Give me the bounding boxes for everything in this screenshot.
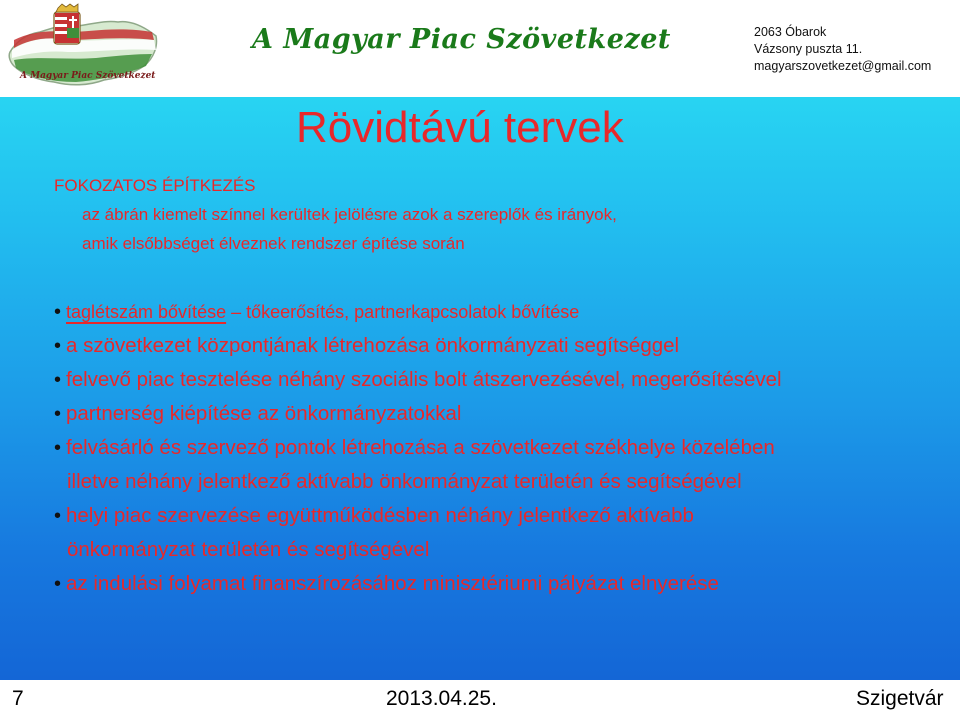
intro-line-1: az ábrán kiemelt színnel kerültek jelölésre azok a szereplők és irányok, <box>82 205 617 224</box>
list-item <box>54 431 954 499</box>
intro-line-2: amik elsőbbséget élveznek rendszer építése során <box>82 234 465 253</box>
slide-title: Rövidtávú tervek <box>296 103 624 152</box>
list-item-text: helyi piac szervezése együttműködésben néhány jelentkező aktívabb <box>66 504 694 527</box>
list-item <box>54 295 954 329</box>
bullet-dot-icon: • <box>54 437 62 459</box>
list-item-text: felvevő piac tesztelése néhány szociális bolt átszervezésével, megerősítésével <box>66 368 782 391</box>
footer-place: Szigetvár <box>856 687 944 710</box>
bullet-dot-icon: • <box>54 335 62 357</box>
list-item <box>54 397 954 431</box>
list-item <box>54 567 954 601</box>
list-item-text: partnerség kiépítése az önkormányzatokkal <box>66 402 462 425</box>
page-number: 7 <box>12 687 24 710</box>
footer-date: 2013.04.25. <box>386 687 497 710</box>
list-item <box>54 363 954 397</box>
list-item-text: az indulási folyamat finanszírozásához minisztériumi pályázat elnyerése <box>66 572 719 595</box>
list-item-text: felvásárló és szervező pontok létrehozása a szövetkezet székhelye közelében <box>66 436 775 459</box>
contact-info <box>754 24 931 75</box>
contact-email: magyarszovetkezet@gmail.com <box>754 59 932 73</box>
bullet-dot-icon: • <box>54 573 62 595</box>
plan-list <box>54 295 954 601</box>
brand-name: A Magyar Piac Szövetkezet <box>252 24 671 55</box>
bullet-dot-icon: • <box>54 403 62 425</box>
intro-heading: FOKOZATOS ÉPÍTKEZÉS <box>54 176 256 195</box>
contact-address-line1: 2063 Óbarok <box>754 25 827 39</box>
list-item-text: a szövetkezet központjának létrehozása önkormányzati segítséggel <box>66 334 680 357</box>
contact-address-line2: Vázsony puszta 11. <box>754 42 863 56</box>
list-item-continuation: illetve néhány jelentkező aktívabb önkormányzat területén és segítségével <box>67 470 742 493</box>
svg-text:A Magyar Piac Szövetkezet: A Magyar Piac Szövetkezet <box>20 71 156 81</box>
list-item-text: – tőkeerősítés, partnerkapcsolatok bővítése <box>231 302 580 322</box>
list-item-highlight: taglétszám bővítése <box>66 302 227 322</box>
list-item <box>54 329 954 363</box>
slide-header <box>0 0 960 97</box>
list-item-continuation: önkormányzat területén és segítségével <box>67 538 430 561</box>
bullet-dot-icon: • <box>54 301 62 323</box>
bullet-dot-icon: • <box>54 505 62 527</box>
list-item <box>54 499 954 567</box>
hungary-map-logo-icon <box>6 2 160 94</box>
bullet-dot-icon: • <box>54 369 62 391</box>
